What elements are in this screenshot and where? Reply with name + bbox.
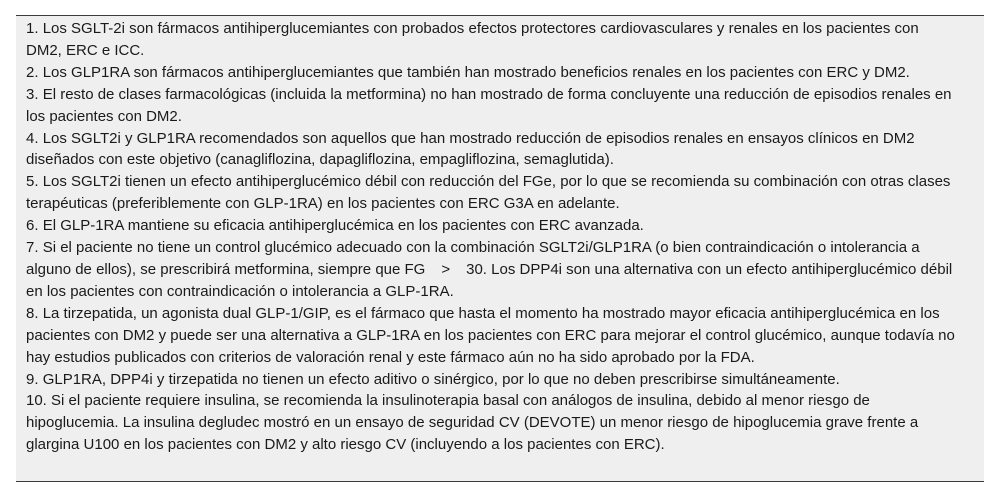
note-number: 8. [26,304,39,322]
note-9 [26,369,956,391]
note-text: Los GLP1RA son fármacos antihiperglucemiantes que también han mostrado beneficios renales en los pacientes con ERC y DM2. [42,63,910,81]
note-text: Los SGLT2i y GLP1RA recomendados son aquellos que han mostrado reducción de episodios renales en ensayos clínicos en DM2 diseñados con este objetivo (canagliflozina, dapagliflozina, empagliflozina, semaglutida). [26,129,915,169]
note-5 [26,171,956,215]
note-text: El GLP-1RA mantiene su eficacia antihiperglucémica en los pacientes con ERC avanzada. [42,217,644,235]
note-4 [26,128,956,172]
note-number: 2. [26,63,39,81]
note-7 [26,237,956,303]
note-1 [26,18,956,62]
notes-table [16,15,984,482]
note-text: Los SGLT-2i son fármacos antihiperglucemiantes con probados efectos protectores cardiovasculares y renales en los pacientes con DM2, ERC e ICC. [26,20,919,59]
note-text: La tirzepatida, un agonista dual GLP-1/GIP, es el fármaco que hasta el momento ha mostrado mayor eficacia antihiperglucémica en los pacientes con DM2 y puede ser una alternativa a GLP-1RA en los pacientes con ERC para mejorar el control glucémico, aunque todavía no hay estudios publicados con criterios de valoración renal y este fármaco aún no ha sido aprobado por la FDA. [26,304,955,366]
note-6 [26,215,956,237]
note-text: Los SGLT2i tienen un efecto antihiperglucémico débil con reducción del FGe, por lo que se recomienda su combinación con otras clases terapéuticas (preferiblemente con GLP-1RA) en los pacientes con ERC G3A en adelante. [26,173,951,213]
note-number: 4. [26,129,39,147]
note-3 [26,84,956,128]
notes-list [16,16,984,456]
note-text-part-b: 30. Los DPP4i son una alternativa con un efecto antihiperglucémico débil en los pacientes con contraindicación o intolerancia a GLP-1RA. [26,260,953,300]
note-10 [26,390,956,456]
note-number: 5. [26,173,39,191]
note-number: 3. [26,85,39,103]
note-text: El resto de clases farmacológicas (incluida la metformina) no han mostrado de forma concluyente una reducción de episodios renales en los pacientes con DM2. [26,85,952,125]
note-text: Si el paciente requiere insulina, se recomienda la insulinoterapia basal con análogos de insulina, debido al menor riesgo de hipoglucemia. La insulina degludec mostró en un ensayo de seguridad CV (DEVOTE) un menor riesgo de hipoglucemia grave frente a glargina U100 en los pacientes con DM2 y alto riesgo CV (incluyendo a los pacientes con ERC). [26,392,919,454]
note-text-part-a: Si el paciente no tiene un control glucémico adecuado con la combinación SGLT2i/GLP1RA (o bien contraindicación o intolerancia a alguno de ellos), se prescribirá metformina, siempre que FG [26,239,920,278]
note-number: 7. [26,239,39,257]
note-number: 9. [26,370,39,388]
note-number: 10. [26,392,47,410]
note-number: 6. [26,217,39,235]
note-text: GLP1RA, DPP4i y tirzepatida no tienen un efecto aditivo o sinérgico, por lo que no deben prescribirse simultáneamente. [42,370,840,388]
note-8 [26,303,956,369]
note-2 [26,62,956,84]
note-number: 1. [26,20,39,37]
greater-than-symbol: > [441,260,451,278]
